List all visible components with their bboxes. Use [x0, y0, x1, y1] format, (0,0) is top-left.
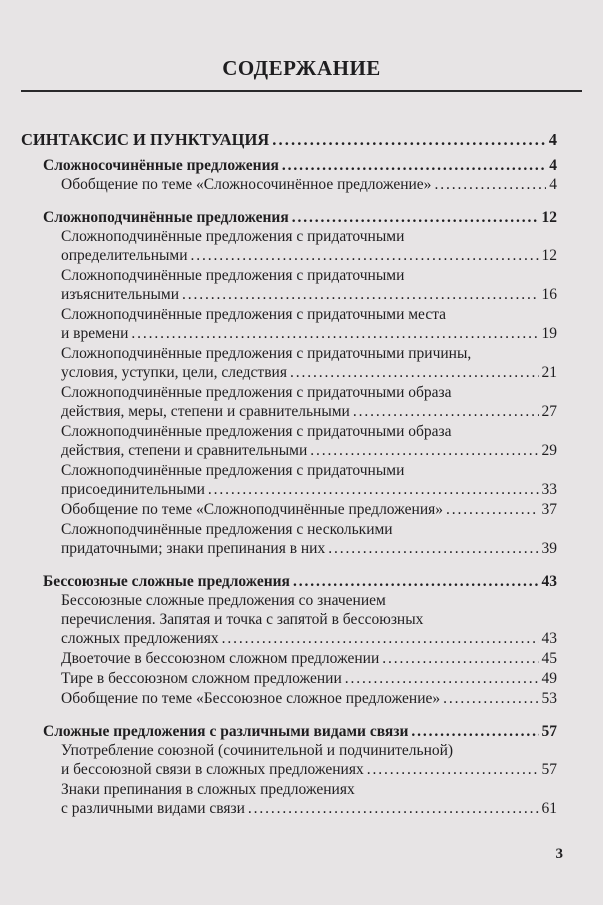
toc-group[interactable]	[21, 208, 557, 227]
toc-group-label: Бессоюзные сложные предложения	[43, 573, 290, 590]
toc-leader	[208, 480, 539, 499]
toc-leader	[282, 156, 546, 175]
toc-group-page: 12	[541, 209, 557, 226]
toc-entry-page: 33	[541, 481, 557, 498]
toc-entry-page: 53	[541, 690, 557, 707]
toc-entry-page: 49	[541, 670, 557, 687]
toc-entry-text: определительными	[61, 247, 188, 264]
toc-entry-text: условия, уступки, цели, следствия	[61, 364, 287, 381]
toc-leader	[248, 799, 539, 818]
toc-entry-text: Обобщение по теме «Бессоюзное сложное предложение»	[61, 690, 441, 707]
toc-leader	[382, 649, 538, 668]
toc-entry-last-line	[61, 246, 557, 265]
toc-entry-last-line	[61, 649, 557, 668]
toc-entry[interactable]	[21, 383, 557, 421]
toc-leader	[367, 760, 539, 779]
toc-entry-page: 61	[541, 800, 557, 817]
toc-leader	[293, 572, 539, 591]
toc-entry-text: присоединительными	[61, 481, 205, 498]
toc-entry-text: Двоеточие в бессоюзном сложном предложении	[61, 650, 380, 667]
table-of-contents	[21, 130, 557, 819]
toc-group-page: 43	[541, 573, 557, 590]
toc-entry-last-line	[61, 285, 557, 304]
toc-entry-last-line	[61, 689, 557, 708]
toc-entry-page: 19	[541, 325, 557, 342]
toc-entry[interactable]	[21, 591, 557, 648]
toc-entry-text: изъяснительными	[61, 286, 180, 303]
toc-entry-line: Сложноподчинённые предложения с придаточными	[61, 228, 405, 245]
toc-entry-last-line	[61, 539, 557, 558]
toc-entry-line: Сложноподчинённые предложения с придаточными	[61, 462, 405, 479]
toc-entry-last-line	[61, 500, 557, 519]
toc-entry-page: 57	[541, 761, 557, 778]
toc-entry-line: Употребление союзной (сочинительной и подчинительной)	[61, 742, 454, 759]
toc-entry-text: Обобщение по теме «Сложносочинённое предложение»	[61, 176, 432, 193]
toc-group-page: 57	[541, 723, 557, 740]
page-number: 3	[555, 846, 563, 862]
toc-leader	[222, 629, 539, 648]
toc-group[interactable]	[21, 722, 557, 741]
toc-entry[interactable]	[21, 500, 557, 519]
toc-entry[interactable]	[21, 227, 557, 265]
toc-leader	[182, 285, 538, 304]
title-rule	[21, 90, 582, 92]
toc-entry-last-line	[61, 402, 557, 421]
toc-entry-page: 37	[541, 501, 557, 518]
toc-entry-last-line	[61, 175, 557, 194]
toc-entry-text: действия, степени и сравнительными	[61, 442, 308, 459]
toc-section-page: 4	[548, 130, 557, 149]
toc-entry-line: Сложноподчинённые предложения с придаточными образа	[61, 423, 452, 440]
toc-entry-page: 12	[541, 247, 557, 264]
toc-entry[interactable]	[21, 344, 557, 382]
toc-entry-page: 16	[541, 286, 557, 303]
page-title: СОДЕРЖАНИЕ	[222, 56, 381, 80]
toc-entry-line: Бессоюзные сложные предложения со значением	[61, 592, 386, 609]
toc-leader	[345, 669, 539, 688]
toc-leader	[310, 441, 538, 460]
toc-entry-last-line	[61, 480, 557, 499]
toc-leader	[272, 130, 546, 149]
toc-entry-line: Сложноподчинённые предложения с придаточными	[61, 267, 405, 284]
toc-entry[interactable]	[21, 422, 557, 460]
toc-entry-text: Обобщение по теме «Сложноподчинённые предложения»	[61, 501, 444, 518]
toc-leader	[411, 722, 538, 741]
toc-entry[interactable]	[21, 175, 557, 194]
toc-entry[interactable]	[21, 741, 557, 779]
toc-entry-line: Сложноподчинённые предложения с несколькими	[61, 521, 393, 538]
toc-entry-last-line	[61, 441, 557, 460]
toc-entry[interactable]	[21, 649, 557, 668]
toc-entry[interactable]	[21, 520, 557, 558]
toc-leader	[290, 363, 539, 382]
toc-entry-line: Сложноподчинённые предложения с придаточными места	[61, 306, 447, 323]
toc-leader	[443, 689, 538, 708]
toc-entry-page: 39	[541, 540, 557, 557]
toc-entry-page: 21	[541, 364, 557, 381]
toc-entry-last-line	[61, 760, 557, 779]
toc-entry-page: 29	[541, 442, 557, 459]
toc-entry[interactable]	[21, 780, 557, 818]
toc-entry-text: и бессоюзной связи в сложных предложениях	[61, 761, 364, 778]
toc-entry-line: Сложноподчинённые предложения с придаточными причины,	[61, 345, 472, 362]
toc-entry-page: 27	[541, 403, 557, 420]
toc-entry-last-line	[61, 799, 557, 818]
toc-leader	[191, 246, 539, 265]
toc-entry-page: 4	[549, 176, 557, 193]
toc-entry-line: перечисления. Запятая и точка с запятой в бессоюзных	[61, 611, 424, 628]
toc-section[interactable]	[21, 130, 557, 149]
toc-entry-last-line	[61, 363, 557, 382]
toc-group-page: 4	[549, 157, 557, 174]
toc-entry-last-line	[61, 669, 557, 688]
toc-entry-line: Знаки препинания в сложных предложениях	[61, 781, 355, 798]
toc-entry-text: придаточными; знаки препинания в них	[61, 540, 326, 557]
toc-entry-line: Сложноподчинённые предложения с придаточными образа	[61, 384, 452, 401]
toc-leader	[434, 175, 546, 194]
toc-entry[interactable]	[21, 461, 557, 499]
toc-entry-text: и времени	[61, 325, 129, 342]
toc-entry-page: 43	[541, 630, 557, 647]
toc-group-label: Сложные предложения с различными видами связи	[43, 723, 409, 740]
toc-group-label: Сложносочинённые предложения	[43, 157, 279, 174]
toc-entry-text: сложных предложениях	[61, 630, 219, 647]
toc-group[interactable]	[21, 156, 557, 175]
toc-leader	[328, 539, 538, 558]
toc-entry[interactable]	[21, 689, 557, 708]
toc-entry-last-line	[61, 324, 557, 343]
toc-entry-text: Тире в бессоюзном сложном предложении	[61, 670, 342, 687]
toc-leader	[131, 324, 538, 343]
toc-leader	[353, 402, 539, 421]
toc-entry-text: действия, меры, степени и сравнительными	[61, 403, 350, 420]
toc-entry-text: с различными видами связи	[61, 800, 245, 817]
toc-group[interactable]	[21, 572, 557, 591]
toc-entry[interactable]	[21, 305, 557, 343]
toc-section-label: СИНТАКСИС И ПУНКТУАЦИЯ	[21, 130, 270, 149]
toc-entry[interactable]	[21, 266, 557, 304]
toc-entry-last-line	[61, 629, 557, 648]
toc-group-label: Сложноподчинённые предложения	[43, 209, 289, 226]
toc-entry-page: 45	[541, 650, 557, 667]
toc-entry[interactable]	[21, 669, 557, 688]
toc-leader	[446, 500, 538, 519]
toc-leader	[292, 208, 539, 227]
